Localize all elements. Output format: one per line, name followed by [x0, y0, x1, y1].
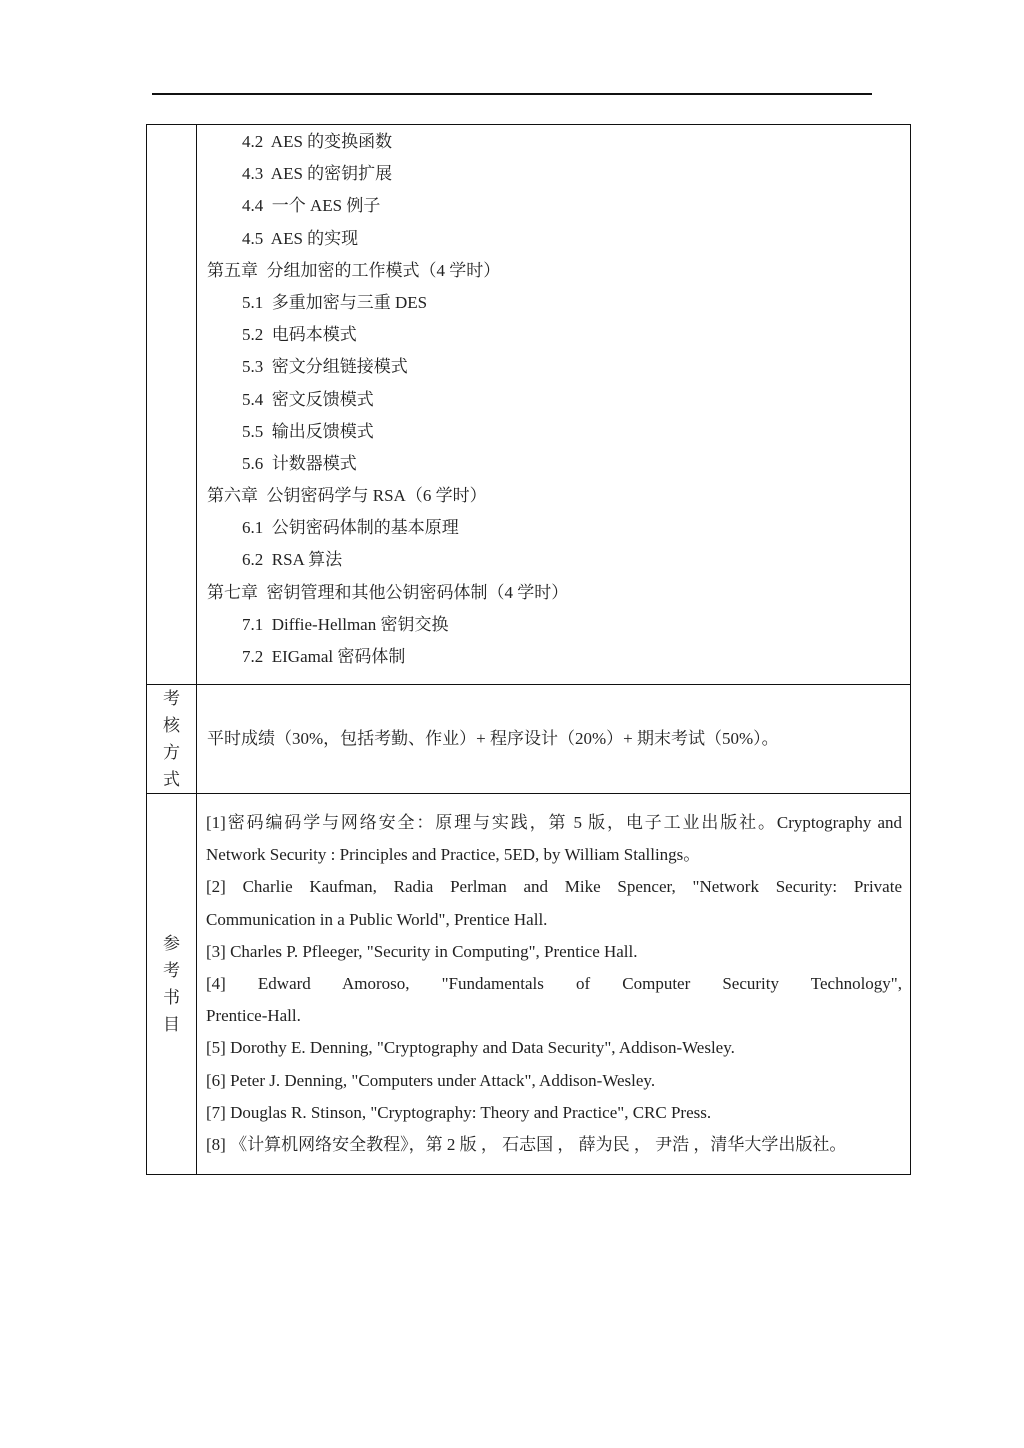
syllabus-section: 6.2 RSA 算法: [242, 550, 343, 570]
syllabus-content-cell: [197, 125, 911, 685]
syllabus-section: 5.3 密文分组链接模式: [242, 357, 408, 377]
course-table: [146, 124, 911, 1175]
assessment-label-char: 式: [163, 770, 180, 789]
syllabus-label-cell: [147, 125, 197, 685]
reference-line: [6] Peter J. Denning, "Computers under Attack", Addison-Wesley.: [206, 1070, 656, 1090]
syllabus-section: 6.1 公钥密码体制的基本原理: [242, 518, 459, 538]
assessment-content-cell: [197, 685, 911, 794]
syllabus-section: 7.2 EIGamal 密码体制: [242, 647, 406, 666]
reference-line: Prentice-Hall.: [206, 1006, 301, 1026]
assessment-label-char: 考: [163, 689, 180, 708]
reference-line: [4] Edward Amoroso, "Fundamentals of Computer Security Technology",: [206, 973, 902, 993]
reference-item: [206, 871, 902, 935]
reference-line: [3] Charles P. Pfleeger, "Security in Computing", Prentice Hall.: [206, 941, 638, 961]
reference-item: [206, 1129, 902, 1161]
references-label: [147, 794, 197, 1175]
reference-item: [206, 968, 902, 1032]
references-content-cell: [197, 794, 911, 1175]
syllabus-section: 7.1 Diffie-Hellman 密钥交换: [242, 614, 449, 634]
reference-line: Network Security : Principles and Practice, 5ED, by William Stallings。: [206, 845, 701, 865]
reference-line: [8] 《计算机网络安全教程》，第 2 版 ， 石志国 ， 薛为民 ， 尹浩 ，清华大学出版社。: [206, 1134, 847, 1154]
references-row: [147, 794, 911, 1175]
syllabus-section: 5.1 多重加密与三重 DES: [242, 292, 428, 312]
syllabus-section: 5.4 密文反馈模式: [242, 389, 374, 409]
references-label-char: 参: [163, 934, 180, 954]
syllabus-section: 4.3 AES 的密钥扩展: [242, 164, 393, 184]
reference-item: [206, 1065, 902, 1097]
reference-line: [2] Charlie Kaufman, Radia Perlman and Mike Spencer, "Network Security: Private: [206, 877, 902, 897]
syllabus-chapter: 第七章 密钥管理和其他公钥密码体制（4 学时）: [207, 582, 569, 602]
syllabus-section: 4.4 一个 AES 例子: [242, 196, 381, 216]
syllabus-section: 4.5 AES 的实现: [242, 228, 359, 248]
assessment-row: [147, 685, 911, 794]
assessment-label: [147, 685, 197, 794]
reference-line: [7] Douglas R. Stinson, "Cryptography: Theory and Practice", CRC Press.: [206, 1102, 712, 1122]
syllabus-chapter: 第五章 分组加密的工作模式（4 学时）: [207, 260, 501, 280]
reference-item: [206, 1032, 902, 1064]
reference-item: [206, 936, 902, 968]
header-rule: [152, 93, 872, 95]
reference-item: [206, 807, 902, 871]
reference-item: [206, 1097, 902, 1129]
syllabus-section: 5.2 电码本模式: [242, 325, 357, 345]
assessment-label-char: 方: [163, 743, 180, 762]
references-label-char: 考: [163, 961, 180, 981]
syllabus-section: 5.6 计数器模式: [242, 453, 357, 473]
assessment-label-char: 核: [163, 716, 180, 735]
reference-line: [5] Dorothy E. Denning, "Cryptography and Data Security", Addison-Wesley.: [206, 1038, 735, 1058]
references-label-char: 目: [163, 1015, 180, 1035]
references-label-char: 书: [163, 988, 180, 1008]
syllabus-chapter: 第六章 公钥密码学与 RSA（6 学时）: [207, 486, 487, 506]
assessment-text: 平时成绩（30%，包括考勤、作业）+ 程序设计（20%）+ 期末考试（50%）。: [207, 729, 779, 748]
syllabus-row: [147, 125, 911, 685]
reference-line: Communication in a Public World", Prentice Hall.: [206, 909, 548, 929]
reference-line: [1]密码编码学与网络安全：原理与实践，第 5 版，电子工业出版社。Cryptography and: [206, 813, 902, 832]
syllabus-section: 4.2 AES 的变换函数: [242, 132, 393, 151]
syllabus-section: 5.5 输出反馈模式: [242, 421, 374, 441]
